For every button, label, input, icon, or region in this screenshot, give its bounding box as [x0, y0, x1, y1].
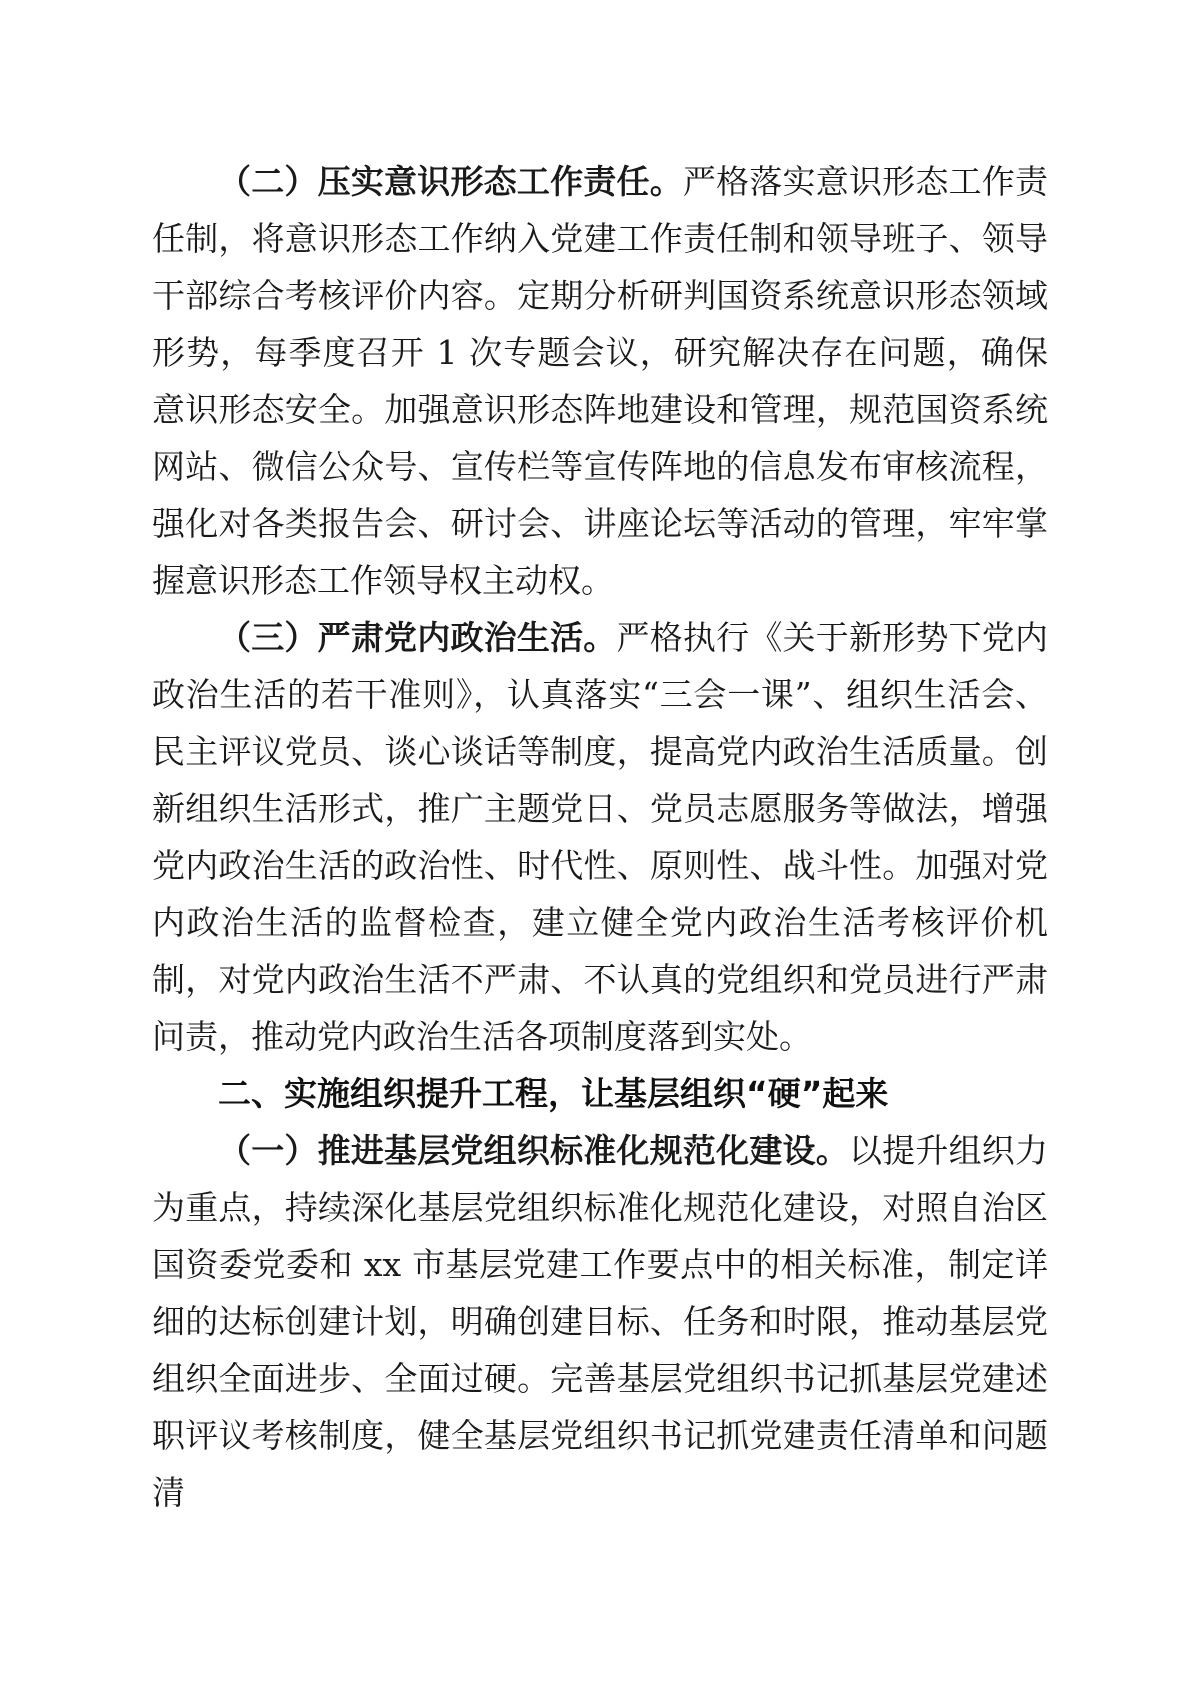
paragraph-ideology-responsibility — [152, 153, 1048, 609]
paragraph-party-political-life — [152, 609, 1048, 1065]
paragraph-text: 以提升组织力为重点，持续深化基层党组织标准化规范化建设，对照自治区国资委党委和 xx 市基层党建工作要点中的相关标准，制定详细的达标创建计划，明确创建目标、任务和时限，推动基层党组织全面进步、全面过硬。完善基层党组织书记抓基层党建述职评议考核制度，健全基层党组织书记抓党建责任清单和问题清 — [152, 1131, 1049, 1512]
section-lead-standardization: （一）推进基层党组织标准化规范化建设。 — [218, 1131, 849, 1170]
section-lead-political-life: （三）严肃党内政治生活。 — [218, 618, 617, 657]
paragraph-standardization — [152, 1122, 1048, 1521]
section-heading: 二、实施组织提升工程，让基层组织“硬”起来 — [218, 1074, 889, 1113]
section-lead-ideology: （二）压实意识形态工作责任。 — [218, 162, 683, 201]
paragraph-text: 严格落实意识形态工作责任制，将意识形态工作纳入党建工作责任制和领导班子、领导干部综合考核评价内容。定期分析研判国资系统意识形态领域形势，每季度召开 1 次专题会议，研究解决存在问题，确保意识形态安全。加强意识形态阵地建设和管理，规范国资系统网站、微信公众号、宣传栏等宣传阵地的信息发布审核流程，强化对各类报告会、研讨会、讲座论坛等活动的管理，牢牢掌握意识形态工作领导权主动权。 — [152, 162, 1049, 600]
paragraph-text: 严格执行《关于新形势下党内政治生活的若干准则》，认真落实“三会一课”、组织生活会、民主评议党员、谈心谈话等制度，提高党内政治生活质量。创新组织生活形式，推广主题党日、党员志愿服务等做法，增强党内政治生活的政治性、时代性、原则性、战斗性。加强对党内政治生活的监督检查，建立健全党内政治生活考核评价机制，对党内政治生活不严肃、不认真的党组织和党员进行严肃问责，推动党内政治生活各项制度落到实处。 — [152, 618, 1049, 1056]
document-body — [152, 153, 1048, 1521]
